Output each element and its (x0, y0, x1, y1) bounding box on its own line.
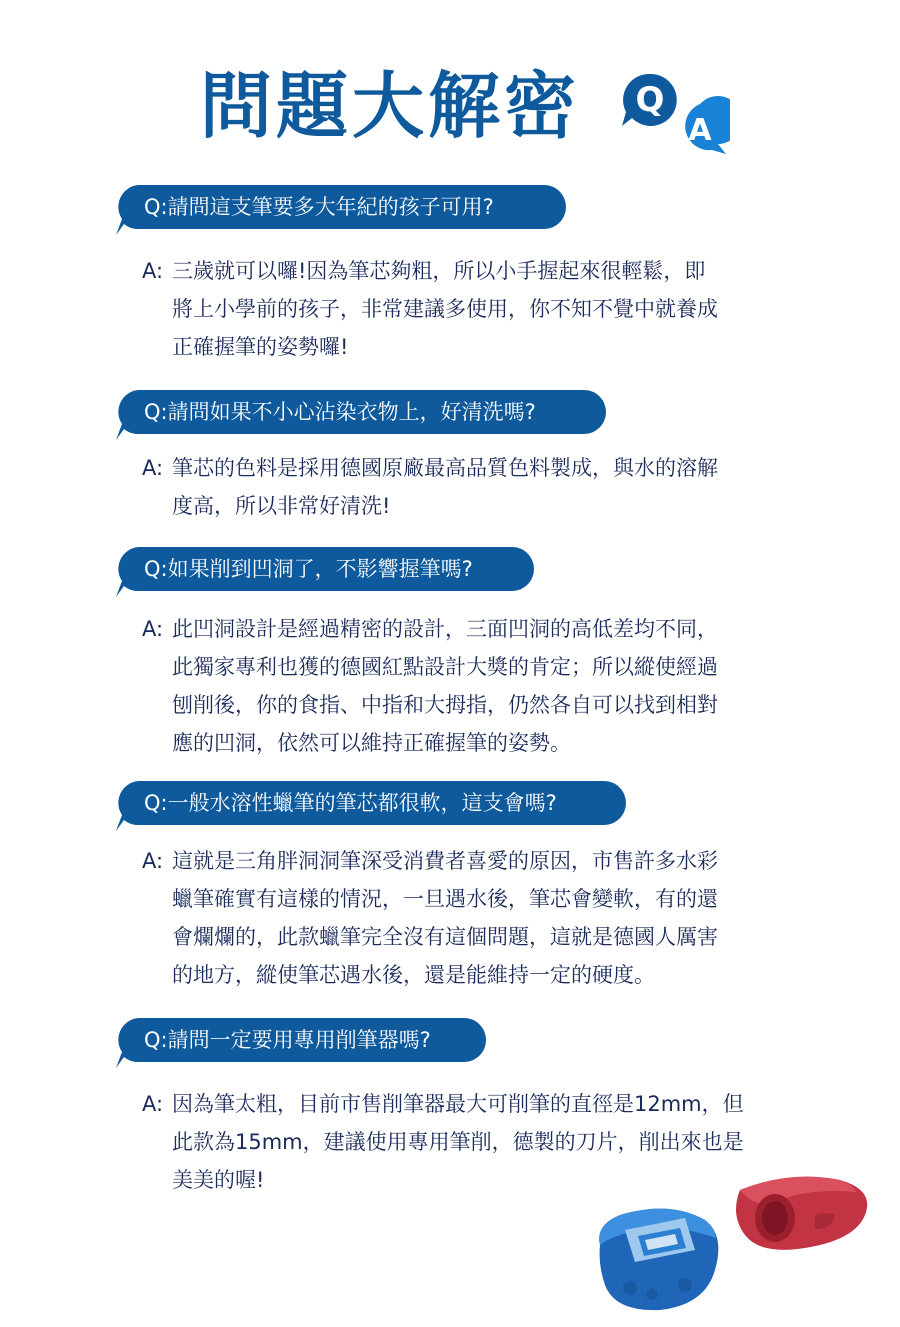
sharpeners-illustration (590, 1170, 880, 1320)
answer-line: 此獨家專利也獲的德國紅點設計大獎的肯定；所以縱使經過 (172, 655, 718, 679)
question-text: Q:一般水溶性蠟筆的筆芯都很軟，這支會嗎? (144, 791, 557, 815)
badge-a-letter: A (688, 113, 712, 148)
answer-line: 此凹洞設計是經過精密的設計，三面凹洞的高低差均不同， (172, 617, 718, 641)
answer-line: 蠟筆確實有這樣的情況，一旦遇水後，筆芯會變軟，有的還 (172, 887, 718, 911)
question-text: Q:請問這支筆要多大年紀的孩子可用? (144, 195, 494, 219)
blue-sharpener-icon (599, 1209, 718, 1311)
answer-line: 將上小學前的孩子，非常建議多使用，你不知不覺中就養成 (172, 297, 718, 321)
answer-text (142, 842, 802, 994)
answer-prefix: A: (142, 456, 164, 480)
header (0, 58, 900, 158)
answer-line: 此款為15mm，建議使用專用筆削，德製的刀片，削出來也是 (172, 1130, 744, 1154)
red-sharpener-icon (736, 1177, 867, 1250)
answer-text (142, 610, 802, 762)
page-title: 問題大解密 (200, 64, 581, 148)
answer-text (142, 449, 802, 525)
badge-q-letter: Q (635, 80, 665, 120)
answer-prefix: A: (142, 849, 164, 873)
question-text: Q:請問一定要用專用削筆器嗎? (144, 1028, 431, 1052)
answer-line: 的地方，縱使筆芯遇水後，還是能維持一定的硬度。 (172, 963, 655, 987)
answer-prefix: A: (142, 1092, 164, 1116)
answer-line: 這就是三角胖洞洞筆深受消費者喜愛的原因，市售許多水彩 (172, 849, 718, 873)
answer-prefix: A: (142, 259, 164, 283)
qa-speech-bubbles-icon (620, 66, 730, 161)
answer-line: 會爛爛的，此款蠟筆完全沒有這個問題，這就是德國人厲害 (172, 925, 718, 949)
answer-line: 三歲就可以囉!因為筆芯夠粗，所以小手握起來很輕鬆，即 (172, 259, 706, 283)
question-text: Q:如果削到凹洞了，不影響握筆嗎? (144, 557, 473, 581)
answer-line: 應的凹洞，依然可以維持正確握筆的姿勢。 (172, 731, 571, 755)
question-text: Q:請問如果不小心沾染衣物上，好清洗嗎? (144, 400, 536, 424)
answer-line: 正確握筆的姿勢囉! (172, 335, 349, 359)
answer-line: 因為筆太粗，目前市售削筆器最大可削筆的直徑是12mm，但 (172, 1092, 744, 1116)
answer-line: 度高，所以非常好清洗! (172, 494, 391, 518)
answer-line: 刨削後，你的食指、中指和大拇指，仍然各自可以找到相對 (172, 693, 718, 717)
answer-line: 美美的喔! (172, 1168, 265, 1192)
answer-text (142, 252, 802, 366)
answer-prefix: A: (142, 617, 164, 641)
answer-line: 筆芯的色料是採用德國原廠最高品質色料製成，與水的溶解 (172, 456, 718, 480)
